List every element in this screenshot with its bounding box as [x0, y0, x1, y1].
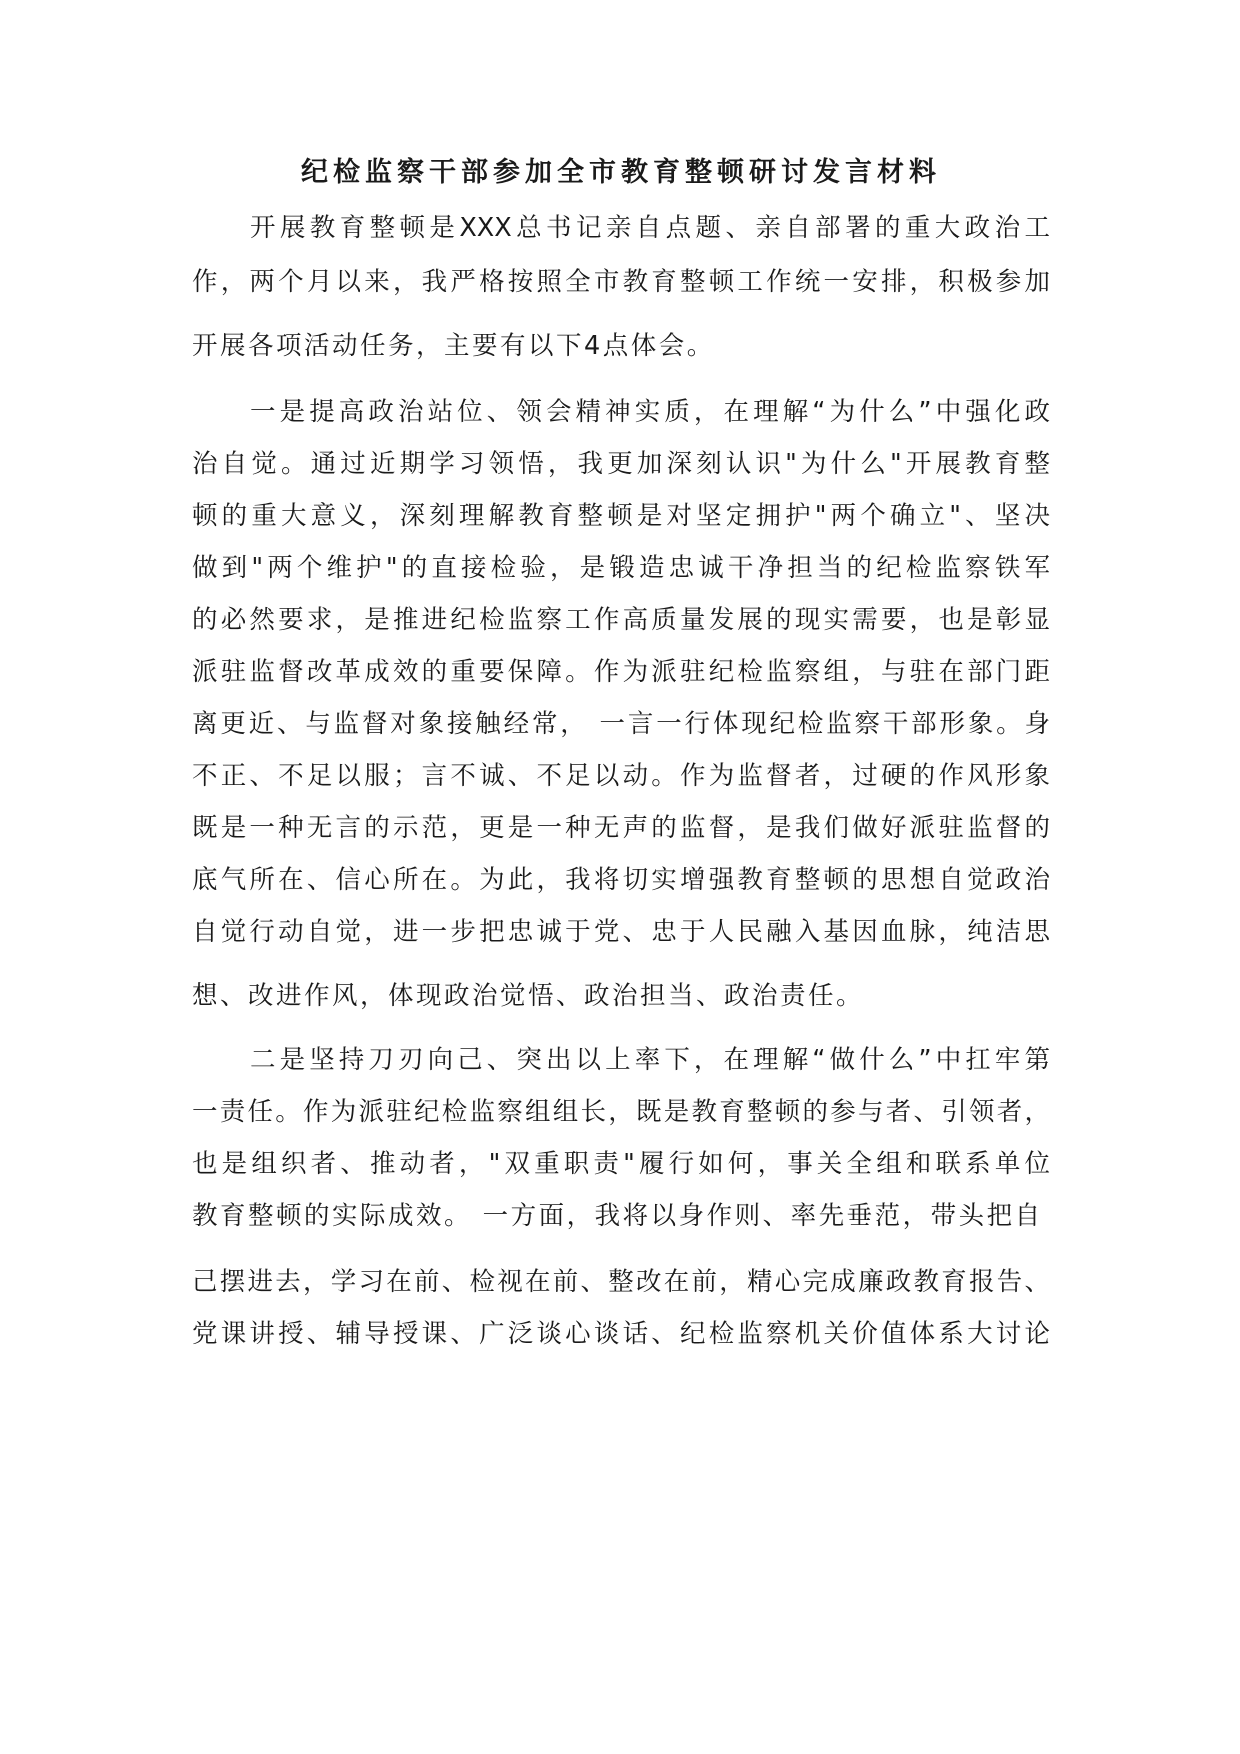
paragraph-1-line-3: 开展各项活动任务，主要有以下4点体会。 [192, 331, 715, 361]
paragraph-2-line-12: 想、改进作风，体现政治觉悟、政治担当、政治责任。 [192, 981, 865, 1011]
paragraph-2-line-8: 不正、不足以服；言不诚、不足以动。作为监督者，过硬的作风形象 [192, 761, 1050, 791]
paragraph-3-line-3: 也是组织者、推动者，"双重职责"履行如何，事关全组和联系单位 [192, 1149, 1050, 1179]
paragraph-3-line-4: 教育整顿的实际成效。 一方面，我将以身作则、率先垂范，带头把自 [192, 1201, 1043, 1231]
paragraph-1-line-2: 作，两个月以来，我严格按照全市教育整顿工作统一安排，积极参加 [192, 267, 1050, 297]
paragraph-3-line-2: 一责任。作为派驻纪检监察组组长，既是教育整顿的参与者、引领者， [192, 1097, 1050, 1127]
paragraph-2-line-11: 自觉行动自觉，进一步把忠诚于党、忠于人民融入基因血脉，纯洁思 [192, 917, 1050, 947]
paragraph-3-line-6: 党课讲授、辅导授课、广泛谈心谈话、纪检监察机关价值体系大讨论 [192, 1319, 1050, 1349]
paragraph-2-line-10: 底气所在、信心所在。为此，我将切实增强教育整顿的思想自觉政治 [192, 865, 1050, 895]
paragraph-3-line-1: 二是坚持刀刃向己、突出以上率下，在理解“做什么”中扛牢第 [250, 1045, 1050, 1075]
paragraph-2-line-4: 做到"两个维护"的直接检验，是锻造忠诚干净担当的纪检监察铁军 [192, 553, 1050, 583]
paragraph-1-line-1: 开展教育整顿是XXX总书记亲自点题、亲自部署的重大政治工 [250, 213, 1050, 243]
paragraph-2-line-7: 离更近、与监督对象接触经常， 一言一行体现纪检监察干部形象。身 [192, 709, 1050, 739]
paragraph-2-line-5: 的必然要求，是推进纪检监察工作高质量发展的现实需要，也是彰显 [192, 605, 1050, 635]
paragraph-3-line-5: 己摆进去，学习在前、检视在前、整改在前，精心完成廉政教育报告、 [192, 1267, 1050, 1297]
paragraph-2-line-9: 既是一种无言的示范，更是一种无声的监督，是我们做好派驻监督的 [192, 813, 1050, 843]
paragraph-2-line-2: 治自觉。通过近期学习领悟，我更加深刻认识"为什么"开展教育整 [192, 449, 1050, 479]
paragraph-2-line-1: 一是提高政治站位、领会精神实质，在理解“为什么”中强化政 [250, 397, 1050, 427]
paragraph-2-line-3: 顿的重大意义，深刻理解教育整顿是对坚定拥护"两个确立"、坚决 [192, 501, 1050, 531]
paragraph-2-line-6: 派驻监督改革成效的重要保障。作为派驻纪检监察组，与驻在部门距 [192, 657, 1050, 687]
document-title: 纪检监察干部参加全市教育整顿研讨发言材料 [301, 157, 941, 188]
